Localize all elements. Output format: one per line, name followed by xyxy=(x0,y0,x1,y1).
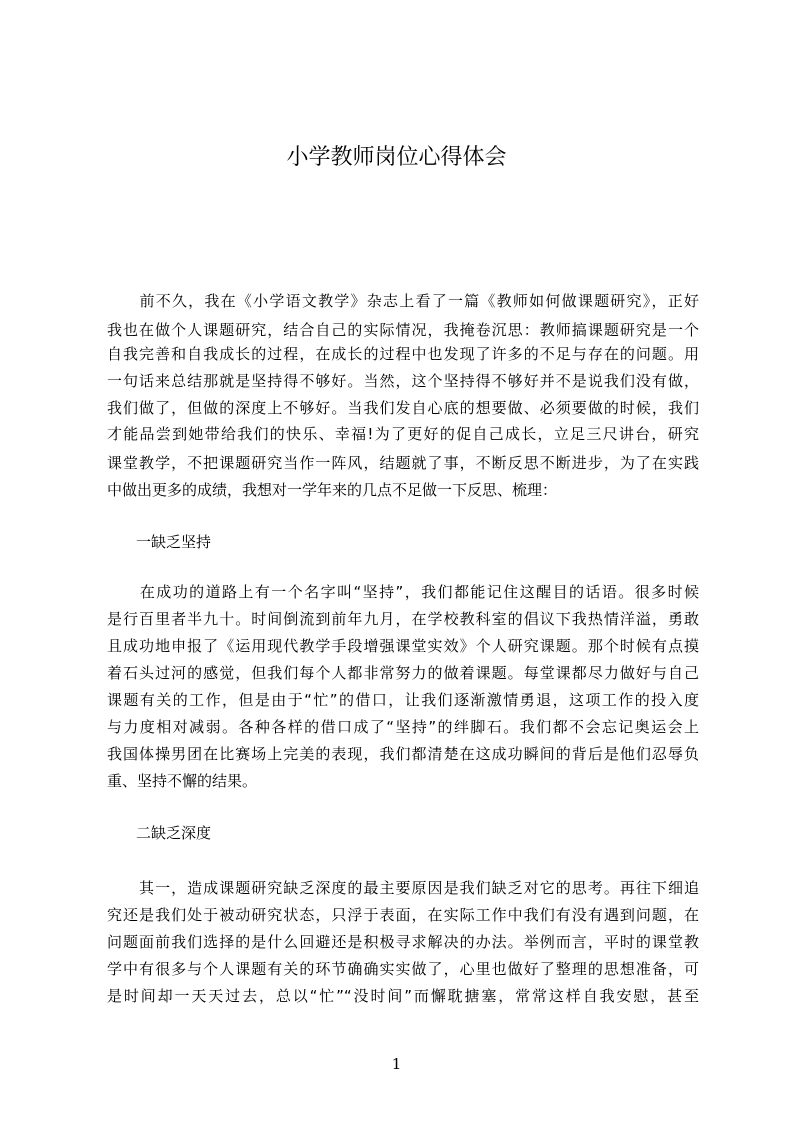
section-heading-2: 二缺乏深度 xyxy=(136,824,212,842)
paragraph-1-line-7: 课堂教学，不把课题研究当作一阵风，结题就了事，不断反思不断进步，为了在实践 xyxy=(107,454,699,472)
paragraph-2-line-1: 在成功的道路上有一个名字叫“坚持”，我们都能记住这醒目的话语。很多时候 xyxy=(107,583,699,601)
paragraph-1-line-6: 才能品尝到她带给我们的快乐、幸福!为了更好的促自己成长，立足三尺讲台，研究 xyxy=(107,425,699,443)
paragraph-1-line-5: 我们做了，但做的深度上不够好。当我们发自心底的想要做、必须要做的时候，我们 xyxy=(107,399,699,417)
paragraph-1-line-4: 一句话来总结那就是坚持得不够好。当然，这个坚持得不够好并不是说我们没有做， xyxy=(107,372,699,390)
paragraph-3-line-1: 其一，造成课题研究缺乏深度的最主要原因是我们缺乏对它的思考。再往下细追 xyxy=(107,879,699,897)
paragraph-2-line-6: 与力度相对减弱。各种各样的借口成了“坚持”的绊脚石。我们都不会忘记奥运会上 xyxy=(107,718,699,736)
section-heading-1: 一缺乏坚持 xyxy=(136,533,212,551)
paragraph-1-line-2: 我也在做个人课题研究，结合自己的实际情况，我掩卷沉思：教师搞课题研究是一个 xyxy=(107,321,699,339)
paragraph-2-line-8: 重、坚持不懈的结果。 xyxy=(107,772,258,790)
paragraph-2-line-7: 我国体操男团在比赛场上完美的表现，我们都清楚在这成功瞬间的背后是他们忍辱负 xyxy=(107,745,699,763)
paragraph-2-line-5: 课题有关的工作，但是由于“忙”的借口，让我们逐渐激情勇退，这项工作的投入度 xyxy=(107,691,699,709)
document-title: 小学教师岗位心得体会 xyxy=(286,145,507,170)
paragraph-1-line-8: 中做出更多的成绩，我想对一学年来的几点不足做一下反思、梳理： xyxy=(107,481,558,499)
paragraph-3-line-3: 问题面前我们选择的是什么回避还是积极寻求解决的办法。举例而言，平时的课堂教 xyxy=(107,933,699,951)
paragraph-3-line-4: 学中有很多与个人课题有关的环节确确实实做了，心里也做好了整理的思想准备，可 xyxy=(107,960,699,978)
paragraph-1-line-3: 自我完善和自我成长的过程，在成长的过程中也发现了许多的不足与存在的问题。用 xyxy=(107,345,699,363)
paragraph-2-line-4: 着石头过河的感觉，但我们每个人都非常努力的做着课题。每堂课都尽力做好与自己 xyxy=(107,664,699,682)
paragraph-3-line-5: 是时间却一天天过去，总以“忙”“没时间”而懈耽搪塞，常常这样自我安慰，甚至 xyxy=(107,987,699,1005)
paragraph-3-line-2: 究还是我们处于被动研究状态，只浮于表面，在实际工作中我们有没有遇到问题，在 xyxy=(107,906,699,924)
paragraph-2-line-3: 且成功地申报了《运用现代教学手段增强课堂实效》个人研究课题。那个时候有点摸 xyxy=(107,637,699,655)
page-number: 1 xyxy=(391,1055,402,1073)
paragraph-2-line-2: 是行百里者半九十。时间倒流到前年九月，在学校教科室的倡议下我热情洋溢，勇敢 xyxy=(107,610,699,628)
paragraph-1-line-1: 前不久，我在《小学语文教学》杂志上看了一篇《教师如何做课题研究》，正好 xyxy=(107,292,699,310)
